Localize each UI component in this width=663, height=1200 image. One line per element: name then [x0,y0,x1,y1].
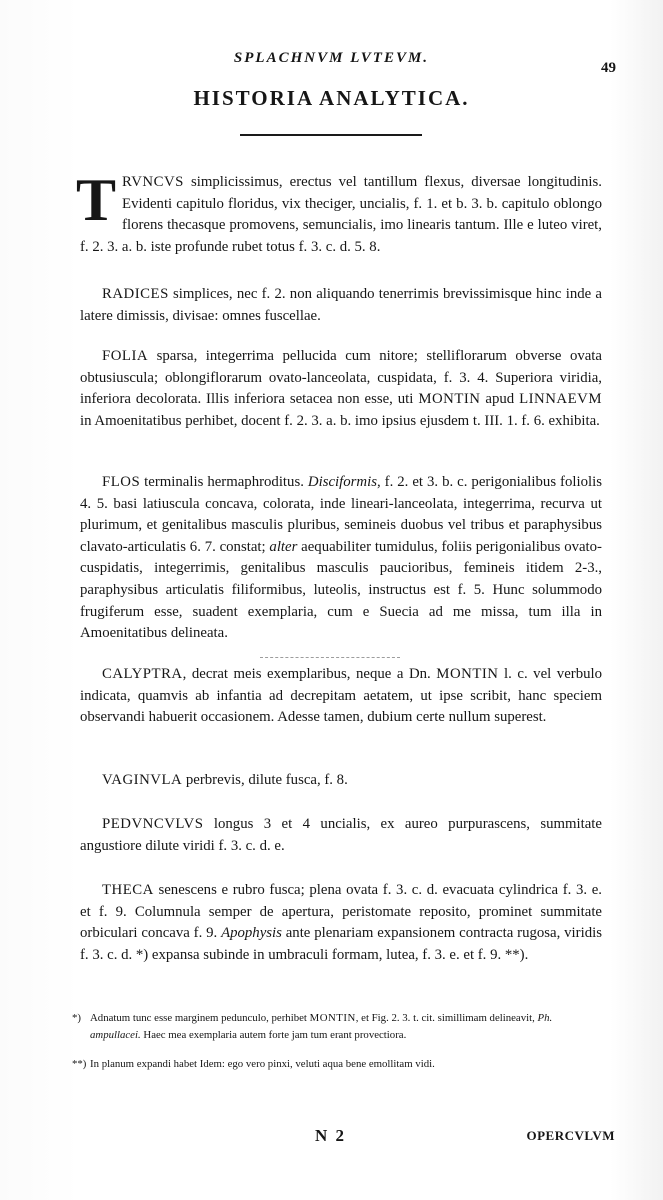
paragraph-head: CALYPTRA [102,666,183,682]
author-name: LINNAEVM [519,391,602,408]
paragraph-text: apud [480,391,520,408]
paragraph-text: terminalis hermaphroditus. [140,474,308,490]
catchword: OPERCVLVM [526,1128,615,1143]
paragraph-text: sparsa, integerrima pellucida cum nitore; stelliflorarum obverse ovata obtusiuscula; oblongiflorarum ovato-lanceolata, cuspidata, f. 3. 4. Superiora viridia, inferiora decolorata. Illis inferiora setacea non esse, uti [80,348,602,408]
paragraph-text: in Amoenitatibus perhibet, docent f. 2. 3. a. b. imo ipsius ejusdem t. III. 1. f. 6. exhibita. [80,412,600,429]
italic-term: Disciformis [307,474,377,490]
paragraph-head: PEDVNCVLVS [102,816,204,832]
paragraph-text: senescens e rubro fusca; plena ovata f. 3. c. d. evacuata cylindrica f. 3. e. et f. 9. Columnula semper de apertura, peristomate reposito, prominet summitate orbiculari concava f. 9. [80,882,602,942]
author-name: MONTIN [436,666,499,682]
footnote-2 [72,1056,602,1073]
footnote-1 [72,1010,602,1044]
paragraph-text: perbrevis, dilute fusca, f. 8. [182,772,348,788]
paragraph-head: FLOS [102,474,141,490]
paragraph-vaginula [80,770,602,792]
paragraph-head: VAGINVLA [102,772,183,788]
author-name: MONTIN [309,1012,356,1024]
italic-term: alter [269,538,298,555]
show-through-mark [260,657,400,659]
paragraph-radices [80,284,602,327]
running-head: SPLACHNVM LVTEVM. [233,50,430,66]
paragraph-head: FOLIA [102,348,149,364]
signature-mark: N 2 [315,1126,347,1145]
footnote-text: , et Fig. 2. 3. t. cit. simillimam delineavit, [355,1012,538,1024]
paragraph-text: ante plenariam expansionem contracta rugosa, viridis f. 3. c. d. *) expansa subinde in umbraculi formam, lutea, f. 3. e. et f. 9. **). [80,925,602,963]
paragraph-text: , f. 2. et 3. b. c. perigonialibus foliolis 4. 5. basi latiuscula concava, colorata, inde lineari-lanceolata, integerrima, recurva ut plurimum, et genitalibus masculis pluribus, semineis duobus vel tribus et paraphysibus clavato-articulatis 6. 7. constat; [80,474,602,555]
paragraph-text: l. c. vel verbulo indicata, quamvis ab infantia ad decrepitam aetatem, ut ipse scribit, hanc speciem observandi habuerit occasionem. Adesse tamen, dubium certe nullum superest. [80,666,602,726]
paragraph-calyptra [80,664,602,729]
paragraph-theca [80,880,602,966]
title-rule [240,134,422,136]
paragraph-text: simplices, nec f. 2. non aliquando tenerrimis brevissimisque hinc inde a latere dimissis, divisae: omnes fuscellae. [80,286,602,324]
paragraph-flos [80,472,602,645]
drop-cap: T [76,167,117,233]
paragraph-pedunculus [80,814,602,857]
footnote-text: Haec mea exemplaria autem forte jam tum erant provectiora. [143,1029,407,1041]
italic-term: Ph. ampullacei. [90,1012,553,1041]
footnote-text: Adnatum tunc esse marginem pedunculo, perhibet [90,1012,310,1024]
paragraph-head: THECA [102,882,154,898]
paragraph-truncus [76,167,602,258]
footnote-text: In planum expandi habet Idem: ego vero pinxi, veluti aqua bene emollitam vidi. [90,1058,435,1070]
paragraph-folia [80,346,602,432]
paragraph-text: aequabiliter tumidulus, foliis perigonialibus ovato-cuspidatis, integerrimis, genitalibus masculis paucioribus, femineis itidem 2-3., paraphysibus articulatis filiformibus, luteolis, instructus est f. 5. Hunc solummodo frugiferum esse, suadent exemplaria, cum e Suecia ad me missa, tum illa in Amoenitatibus delineata. [80,538,602,642]
author-name: MONTIN [418,391,481,408]
footnote-mark: **) [72,1058,87,1070]
paragraph-text: simplicissimus, erectus vel tantillum flexus, diversae longitudinis. Evidenti capitulo floridus, vix theciger, uncialis, f. 1. et b. 3. b. capitulo oblongo florens thecasque promovens, semuncialis, imo linearis tantum. Ille e luteo viret, f. 2. 3. a. b. iste profunde rubet totus f. 3. c. d. 5. 8. [80,174,602,255]
paragraph-head: RADICES [102,286,169,302]
page-number: 49 [601,60,616,76]
paragraph-head: RVNCVS [122,174,184,190]
footnote-mark: *) [72,1012,81,1024]
paragraph-text: longus 3 et 4 uncialis, ex aureo purpurascens, summitate angustiore dilute viridi f. 3. c. d. e. [80,816,602,854]
section-title: HISTORIA ANALYTICA. [193,86,470,110]
italic-term: Apophysis [221,925,282,942]
paragraph-text: , decrat meis exemplaribus, neque a Dn. [182,666,437,682]
